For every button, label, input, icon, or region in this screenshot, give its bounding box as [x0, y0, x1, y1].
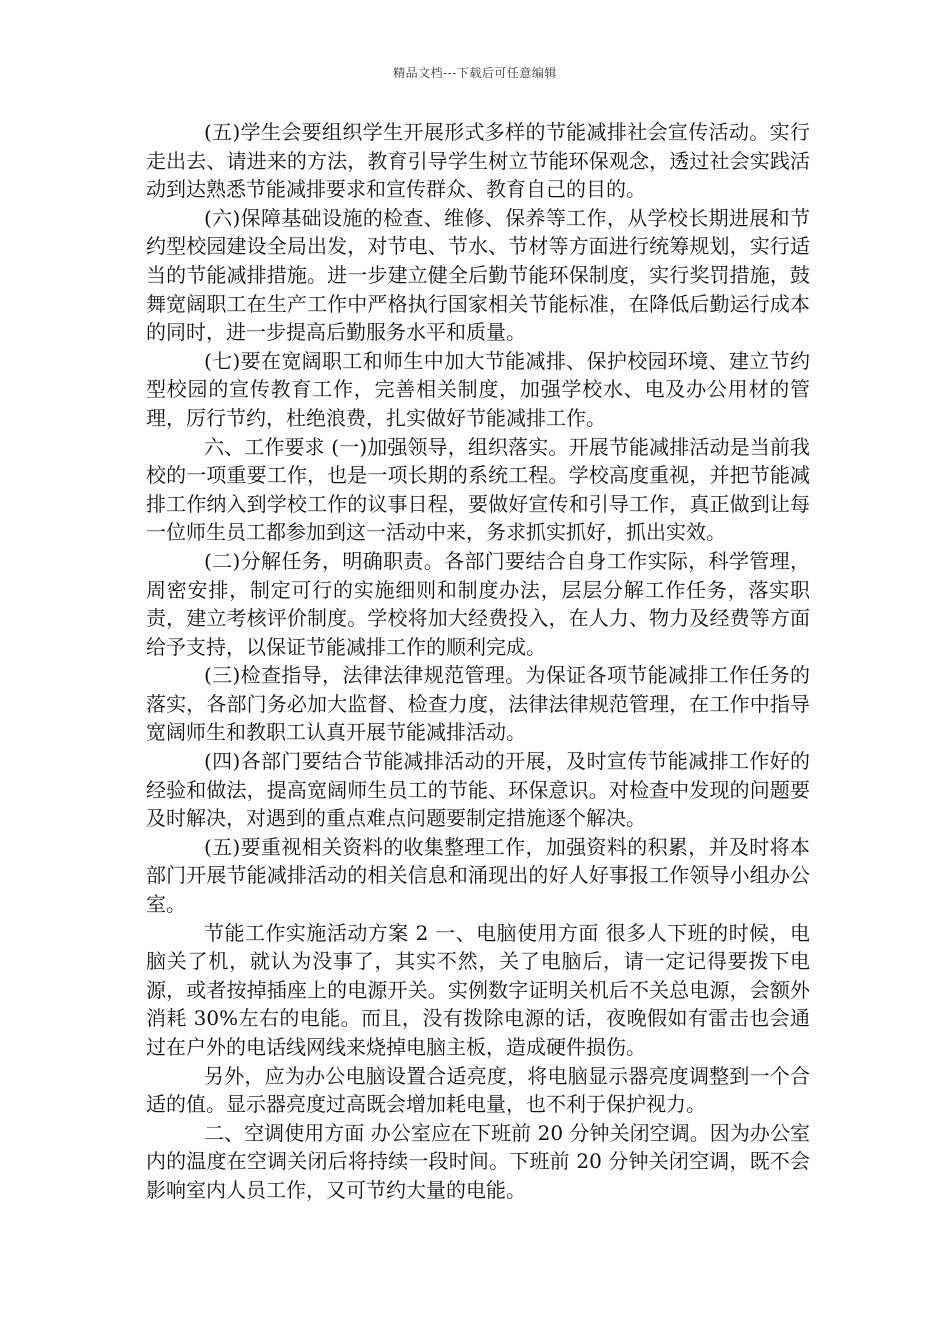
paragraph-monitor-brightness: 另外，应为办公电脑设置合适亮度，将电脑显示器亮度调整到一个合适的值。显示器亮度过高既会增加耗电量，也不利于保护视力。 [146, 1063, 810, 1117]
paragraph-department-publicity: (四)各部门要结合节能减排活动的开展，及时宣传节能减排工作好的经验和做法，提高宽阔师生员工的节能、环保意识。对检查中发现的问题要及时解决，对遇到的重点难点问题要制定措施逐个解决。 [146, 749, 810, 831]
document-body [146, 118, 810, 1205]
paragraph-student-union-campaign: (五)学生会要组织学生开展形式多样的节能减排社会宣传活动。实行走出去、请进来的方法，教育引导学生树立节能环保观念，透过社会实践活动到达熟悉节能减排要求和宣传群众、教育自己的目的。 [146, 120, 810, 202]
paragraph-work-requirements: 六、工作要求 (一)加强领导，组织落实。开展节能减排活动是当前我校的一项重要工作，也是一项长期的系统工程。学校高度重视，并把节能减排工作纳入到学校工作的议事日程，要做好宣传和引导工作，真正做到让每一位师生员工都参加到这一活动中来，务求抓实抓好，抓出实效。 [146, 434, 810, 545]
paragraph-air-conditioning: 二、空调使用方面 办公室应在下班前 20 分钟关闭空调。因为办公室内的温度在空调关闭后将持续一段时间。下班前 20 分钟关闭空调，既不会影响室内人员工作，又可节约大量的电能。 [146, 1120, 810, 1202]
paragraph-publicity-education: (七)要在宽阔职工和师生中加大节能减排、保护校园环境、建立节约型校园的宣传教育工作，完善相关制度，加强学校水、电及办公用材的管理，厉行节约，杜绝浪费，扎实做好节能减排工作。 [146, 348, 810, 430]
paragraph-infrastructure-maintenance: (六)保障基础设施的检查、维修、保养等工作，从学校长期进展和节约型校园建设全局出发，对节电、节水、节材等方面进行统筹规划，实行适当的节能减排措施。进一步建立健全后勤节能环保制度，实行奖罚措施，鼓舞宽阔职工在生产工作中严格执行国家相关节能标准，在降低后勤运行成本的同时，进一步提高后勤服务水平和质量。 [146, 205, 810, 345]
page-header: 精品文档---下载后可任意编辑 [393, 66, 557, 80]
paragraph-computer-usage: 节能工作实施活动方案 2 一、电脑使用方面 很多人下班的时候，电脑关了机，就认为没事了，其实不然，关了电脑后，请一定记得要拨下电源，或者按掉插座上的电源开关。实例数字证明关机后不关总电源，会额外消耗 30%左右的电能。而且，没有拨除电源的话，夜晚假如有雷击也会通过在户外的电话线网线来烧掉电脑主板，造成硬件损伤。 [146, 920, 810, 1059]
paragraph-inspection-guidance: (三)检查指导，法律法律规范管理。为保证各项节能减排工作任务的落实，各部门务必加大监督、检查力度，法律法律规范管理，在工作中指导宽阔师生和教职工认真开展节能减排活动。 [146, 663, 810, 745]
paragraph-document-collection: (五)要重视相关资料的收集整理工作，加强资料的积累，并及时将本部门开展节能减排活动的相关信息和涌现出的好人好事报工作领导小组办公室。 [146, 834, 810, 917]
paragraph-task-breakdown: (二)分解任务，明确职责。各部门要结合自身工作实际，科学管理，周密安排，制定可行的实施细则和制度办法，层层分解工作任务，落实职责，建立考核评价制度。学校将加大经费投入，在人力、物力及经费等方面给予支持，以保证节能减排工作的顺利完成。 [146, 548, 810, 659]
